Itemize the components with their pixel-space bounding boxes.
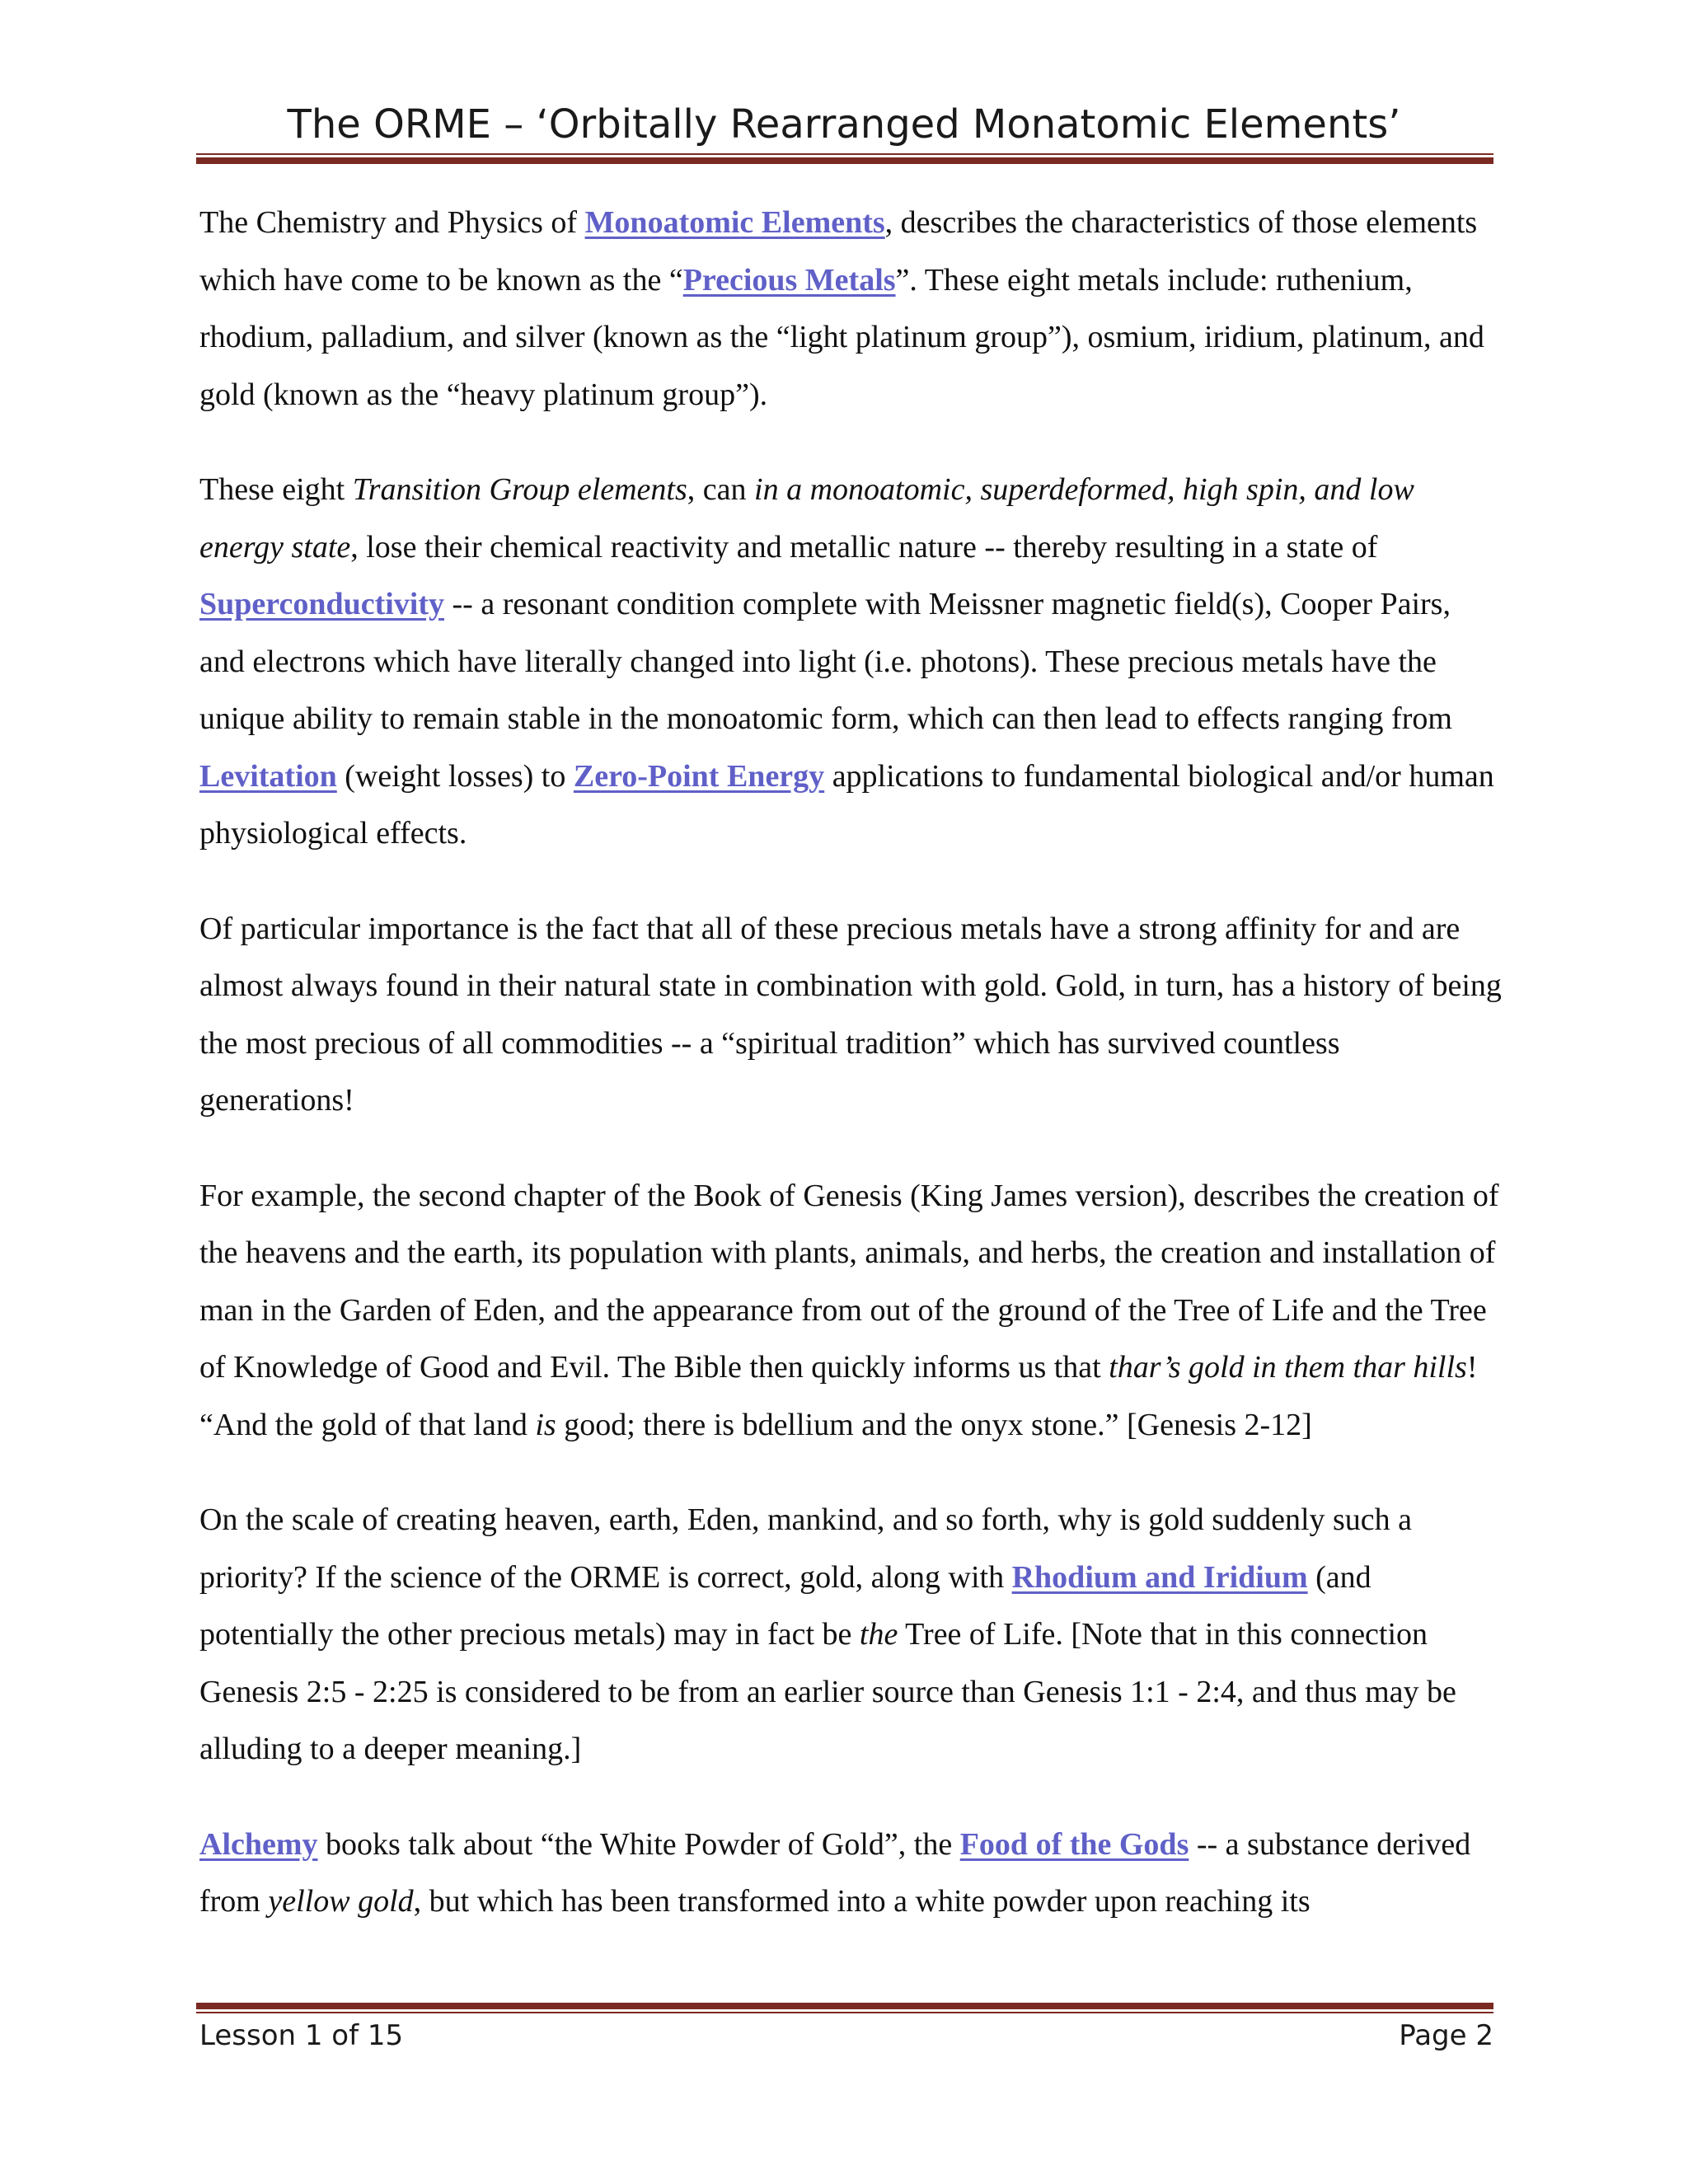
link-zero-point-energy[interactable]: Zero-Point Energy: [573, 758, 825, 794]
text-run: (and potentially the other precious metals) may in fact be: [199, 1559, 1372, 1652]
header-rule-thin: [196, 153, 1493, 155]
italic-run: Transition Group elements: [352, 472, 687, 507]
link-levitation[interactable]: Levitation: [199, 758, 337, 794]
paragraph-5: [199, 1492, 1502, 1779]
text-run: applications to fundamental biological and/or human physiological effects.: [199, 758, 1494, 851]
paragraph-2: [199, 462, 1502, 863]
text-run: On the scale of creating heaven, earth, Eden, mankind, and so forth, why is gold suddenly such a priority? If the science of the ORME is correct, gold, along with: [199, 1502, 1413, 1595]
italic-run: in a monoatomic, superdeformed, high spin, and low energy state: [199, 472, 1414, 565]
italic-run: thar’s gold in them thar hills: [1109, 1350, 1467, 1385]
link-superconductivity[interactable]: Superconductivity: [199, 587, 445, 621]
link-monoatomic-elements[interactable]: Monoatomic Elements: [584, 205, 885, 240]
italic-run: is: [535, 1407, 556, 1442]
footer-lesson: Lesson 1 of 15: [199, 2019, 404, 2052]
page-title: The ORME – ‘Orbitally Rearranged Monatomic Elements’: [287, 101, 1401, 148]
header-rule-thick: [196, 157, 1493, 164]
link-alchemy[interactable]: Alchemy: [199, 1826, 318, 1862]
text-run: ! “And the gold of that land: [199, 1350, 1478, 1442]
text-run: books talk about “the White Powder of Gold”, the: [317, 1826, 960, 1862]
body-text: [199, 194, 1502, 1931]
footer-rule-thick: [196, 2003, 1493, 2009]
paragraph-1: [199, 194, 1502, 424]
link-food-of-the-gods[interactable]: Food of the Gods: [959, 1826, 1189, 1862]
text-run: For example, the second chapter of the Book of Genesis (King James version), describes the creation of the heavens and the earth, its population with plants, animals, and herbs, the creation and installation of man in the Garden of Eden, and the appearance from out of the ground of the Tree of Life and the Tree of Knowledge of Good and Evil. The Bible then quickly informs us that: [199, 1178, 1499, 1385]
paragraph-6: [199, 1816, 1502, 1931]
footer-page-number: Page 2: [1399, 2019, 1493, 2052]
text-run: , but which has been transformed into a white powder upon reaching its: [413, 1884, 1311, 1919]
paragraph-3: [199, 901, 1502, 1130]
text-run: , can: [687, 472, 755, 507]
link-precious-metals[interactable]: Precious Metals: [682, 262, 896, 298]
text-run: Of particular importance is the fact that all of these precious metals have a strong affinity for and are almost always found in their natural state in combination with gold. Gold, in turn, has a history of being the most precious of all commodities -- a “spiritual tradition” which has survived countless generations!: [199, 911, 1502, 1118]
paragraph-4: [199, 1168, 1502, 1455]
text-run: -- a substance derived from: [199, 1826, 1471, 1919]
text-run: These eight: [199, 472, 353, 507]
text-run: good; there is bdellium and the onyx stone.” [Genesis 2-12]: [556, 1407, 1312, 1442]
text-run: -- a resonant condition complete with Meissner magnetic field(s), Cooper Pairs, and electrons which have literally changed into light (i.e. photons). These precious metals have the unique ability to remain stable in the monoatomic form, which can then lead to effects ranging from: [199, 587, 1452, 736]
text-run: ”. These eight metals include: ruthenium, rhodium, palladium, and silver (known as the “light platinum group”), osmium, iridium, platinum, and gold (known as the “heavy platinum group”).: [199, 262, 1484, 412]
text-run: , lose their chemical reactivity and metallic nature -- thereby resulting in a state of: [350, 529, 1378, 565]
text-run: The Chemistry and Physics of: [199, 205, 585, 240]
italic-run: yellow gold: [268, 1884, 414, 1919]
text-run: (weight losses) to: [336, 758, 574, 794]
text-run: , describes the characteristics of those elements which have come to be known as the “: [199, 205, 1478, 298]
italic-run: the: [859, 1617, 898, 1652]
link-rhodium-and-iridium[interactable]: Rhodium and Iridium: [1011, 1559, 1308, 1595]
header-rule: [196, 153, 1493, 164]
text-run: Tree of Life. [Note that in this connection Genesis 2:5 - 2:25 is considered to be from an earlier source than Genesis 1:1 - 2:4, and thus may be alluding to a deeper meaning.]: [199, 1617, 1456, 1766]
